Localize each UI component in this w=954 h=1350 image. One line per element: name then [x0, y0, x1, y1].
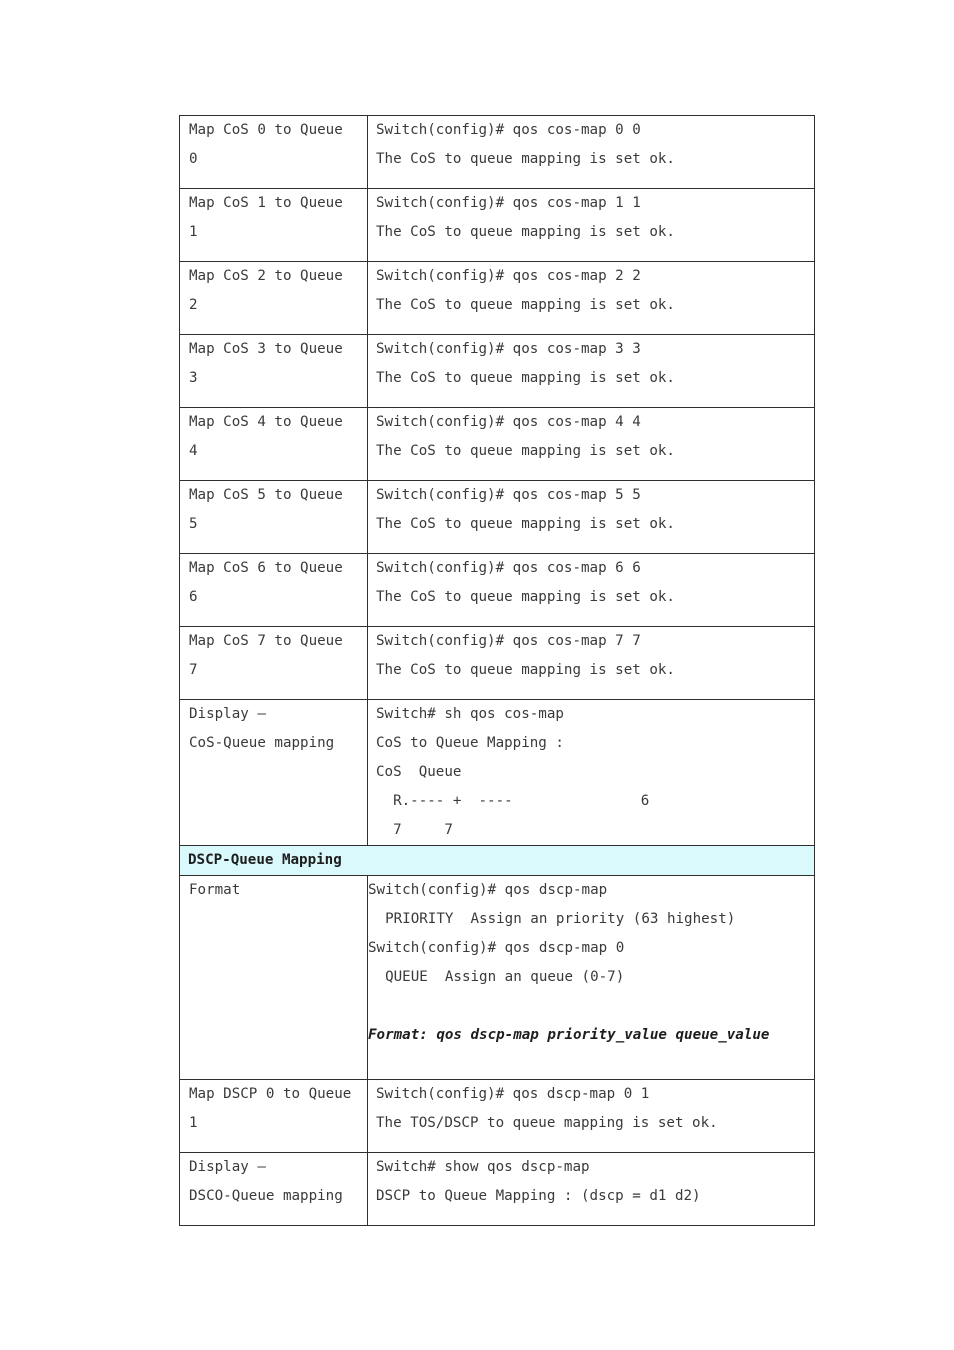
description-line: Map DSCP 0 to Queue — [189, 1086, 352, 1102]
command-line: Switch(config)# qos cos-map 6 6 — [376, 560, 641, 576]
section-title: DSCP-Queue Mapping — [180, 846, 815, 876]
output-line: The CoS to queue mapping is set ok. — [376, 443, 675, 459]
description-cell — [180, 1153, 368, 1226]
description-cell — [180, 700, 368, 846]
output-line: The CoS to queue mapping is set ok. — [376, 297, 675, 313]
description-line: 6 — [189, 589, 198, 605]
command-line: Switch# sh qos cos-map — [376, 706, 564, 722]
description-cell — [180, 262, 368, 335]
command-cell — [368, 116, 815, 189]
description-line: Map CoS 5 to Queue — [189, 487, 343, 503]
cos-map-row-6 — [180, 554, 815, 627]
output-line: CoS to Queue Mapping : — [376, 735, 564, 751]
output-line: QUEUE Assign an queue (0-7) — [368, 969, 625, 985]
output-line: 7 7 — [376, 822, 453, 838]
cos-map-row-3 — [180, 335, 815, 408]
description-line: Display – — [189, 1159, 266, 1175]
command-cell — [368, 262, 815, 335]
description-line: 1 — [189, 224, 198, 240]
description-line: Map CoS 1 to Queue — [189, 195, 343, 211]
description-cell — [180, 116, 368, 189]
description-cell — [180, 554, 368, 627]
output-line: The CoS to queue mapping is set ok. — [376, 224, 675, 240]
command-cell — [368, 876, 815, 1080]
command-line: Switch(config)# qos cos-map 1 1 — [376, 195, 641, 211]
description-line: 7 — [189, 662, 198, 678]
command-cell — [368, 700, 815, 846]
cos-map-row-4 — [180, 408, 815, 481]
cos-map-row-0 — [180, 116, 815, 189]
description-line: Map CoS 6 to Queue — [189, 560, 343, 576]
command-cell — [368, 189, 815, 262]
description-line: 3 — [189, 370, 198, 386]
dscp-section-header-row — [180, 846, 815, 876]
description-line: Map CoS 2 to Queue — [189, 268, 343, 284]
description-line: 2 — [189, 297, 198, 313]
command-cell — [368, 335, 815, 408]
command-line: Switch(config)# qos dscp-map — [368, 882, 608, 898]
command-cell — [368, 554, 815, 627]
command-cell — [368, 1153, 815, 1226]
description-line: 4 — [189, 443, 198, 459]
description-line: DSCO-Queue mapping — [189, 1188, 343, 1204]
cos-map-row-1 — [180, 189, 815, 262]
output-line: The CoS to queue mapping is set ok. — [376, 662, 675, 678]
format-syntax-line: Format: qos dscp-map priority_value queue_value — [368, 1027, 770, 1043]
output-line: R.---- + ---- 6 — [376, 793, 650, 809]
description-line: 5 — [189, 516, 198, 532]
command-cell — [368, 481, 815, 554]
output-line: The CoS to queue mapping is set ok. — [376, 370, 675, 386]
description-line: Format — [189, 882, 241, 898]
description-cell — [180, 1080, 368, 1153]
command-cell — [368, 627, 815, 700]
command-cell — [368, 408, 815, 481]
cos-map-row-7 — [180, 627, 815, 700]
cos-map-row-2 — [180, 262, 815, 335]
display-cos-row — [180, 700, 815, 846]
output-line: The CoS to queue mapping is set ok. — [376, 151, 675, 167]
description-line: Map CoS 7 to Queue — [189, 633, 343, 649]
description-line: Display – — [189, 706, 266, 722]
command-line: Switch(config)# qos cos-map 5 5 — [376, 487, 641, 503]
format-row — [180, 876, 815, 1080]
output-line: The CoS to queue mapping is set ok. — [376, 516, 675, 532]
description-line: Map CoS 3 to Queue — [189, 341, 343, 357]
command-line: Switch(config)# qos cos-map 4 4 — [376, 414, 641, 430]
description-cell — [180, 876, 368, 1080]
dscp-map-row — [180, 1080, 815, 1153]
description-line: Map CoS 0 to Queue — [189, 122, 343, 138]
description-cell — [180, 189, 368, 262]
output-line: The CoS to queue mapping is set ok. — [376, 589, 675, 605]
command-line: Switch(config)# qos cos-map 3 3 — [376, 341, 641, 357]
description-line: 1 — [189, 1115, 198, 1131]
output-line: DSCP to Queue Mapping : (dscp = d1 d2) — [376, 1188, 701, 1204]
description-cell — [180, 335, 368, 408]
output-line: CoS Queue — [376, 764, 462, 780]
description-cell — [180, 408, 368, 481]
command-line: Switch(config)# qos dscp-map 0 1 — [376, 1086, 650, 1102]
command-line: Switch(config)# qos dscp-map 0 — [368, 940, 625, 956]
command-line: Switch(config)# qos cos-map 2 2 — [376, 268, 641, 284]
qos-command-table — [179, 115, 815, 1226]
description-cell — [180, 481, 368, 554]
command-cell — [368, 1080, 815, 1153]
cos-map-row-5 — [180, 481, 815, 554]
display-dscp-row — [180, 1153, 815, 1226]
description-line: 0 — [189, 151, 198, 167]
output-line: PRIORITY Assign an priority (63 highest) — [368, 911, 736, 927]
command-line: Switch# show qos dscp-map — [376, 1159, 590, 1175]
description-line: CoS-Queue mapping — [189, 735, 335, 751]
description-cell — [180, 627, 368, 700]
command-line: Switch(config)# qos cos-map 0 0 — [376, 122, 641, 138]
output-line: The TOS/DSCP to queue mapping is set ok. — [376, 1115, 718, 1131]
command-line: Switch(config)# qos cos-map 7 7 — [376, 633, 641, 649]
description-line: Map CoS 4 to Queue — [189, 414, 343, 430]
